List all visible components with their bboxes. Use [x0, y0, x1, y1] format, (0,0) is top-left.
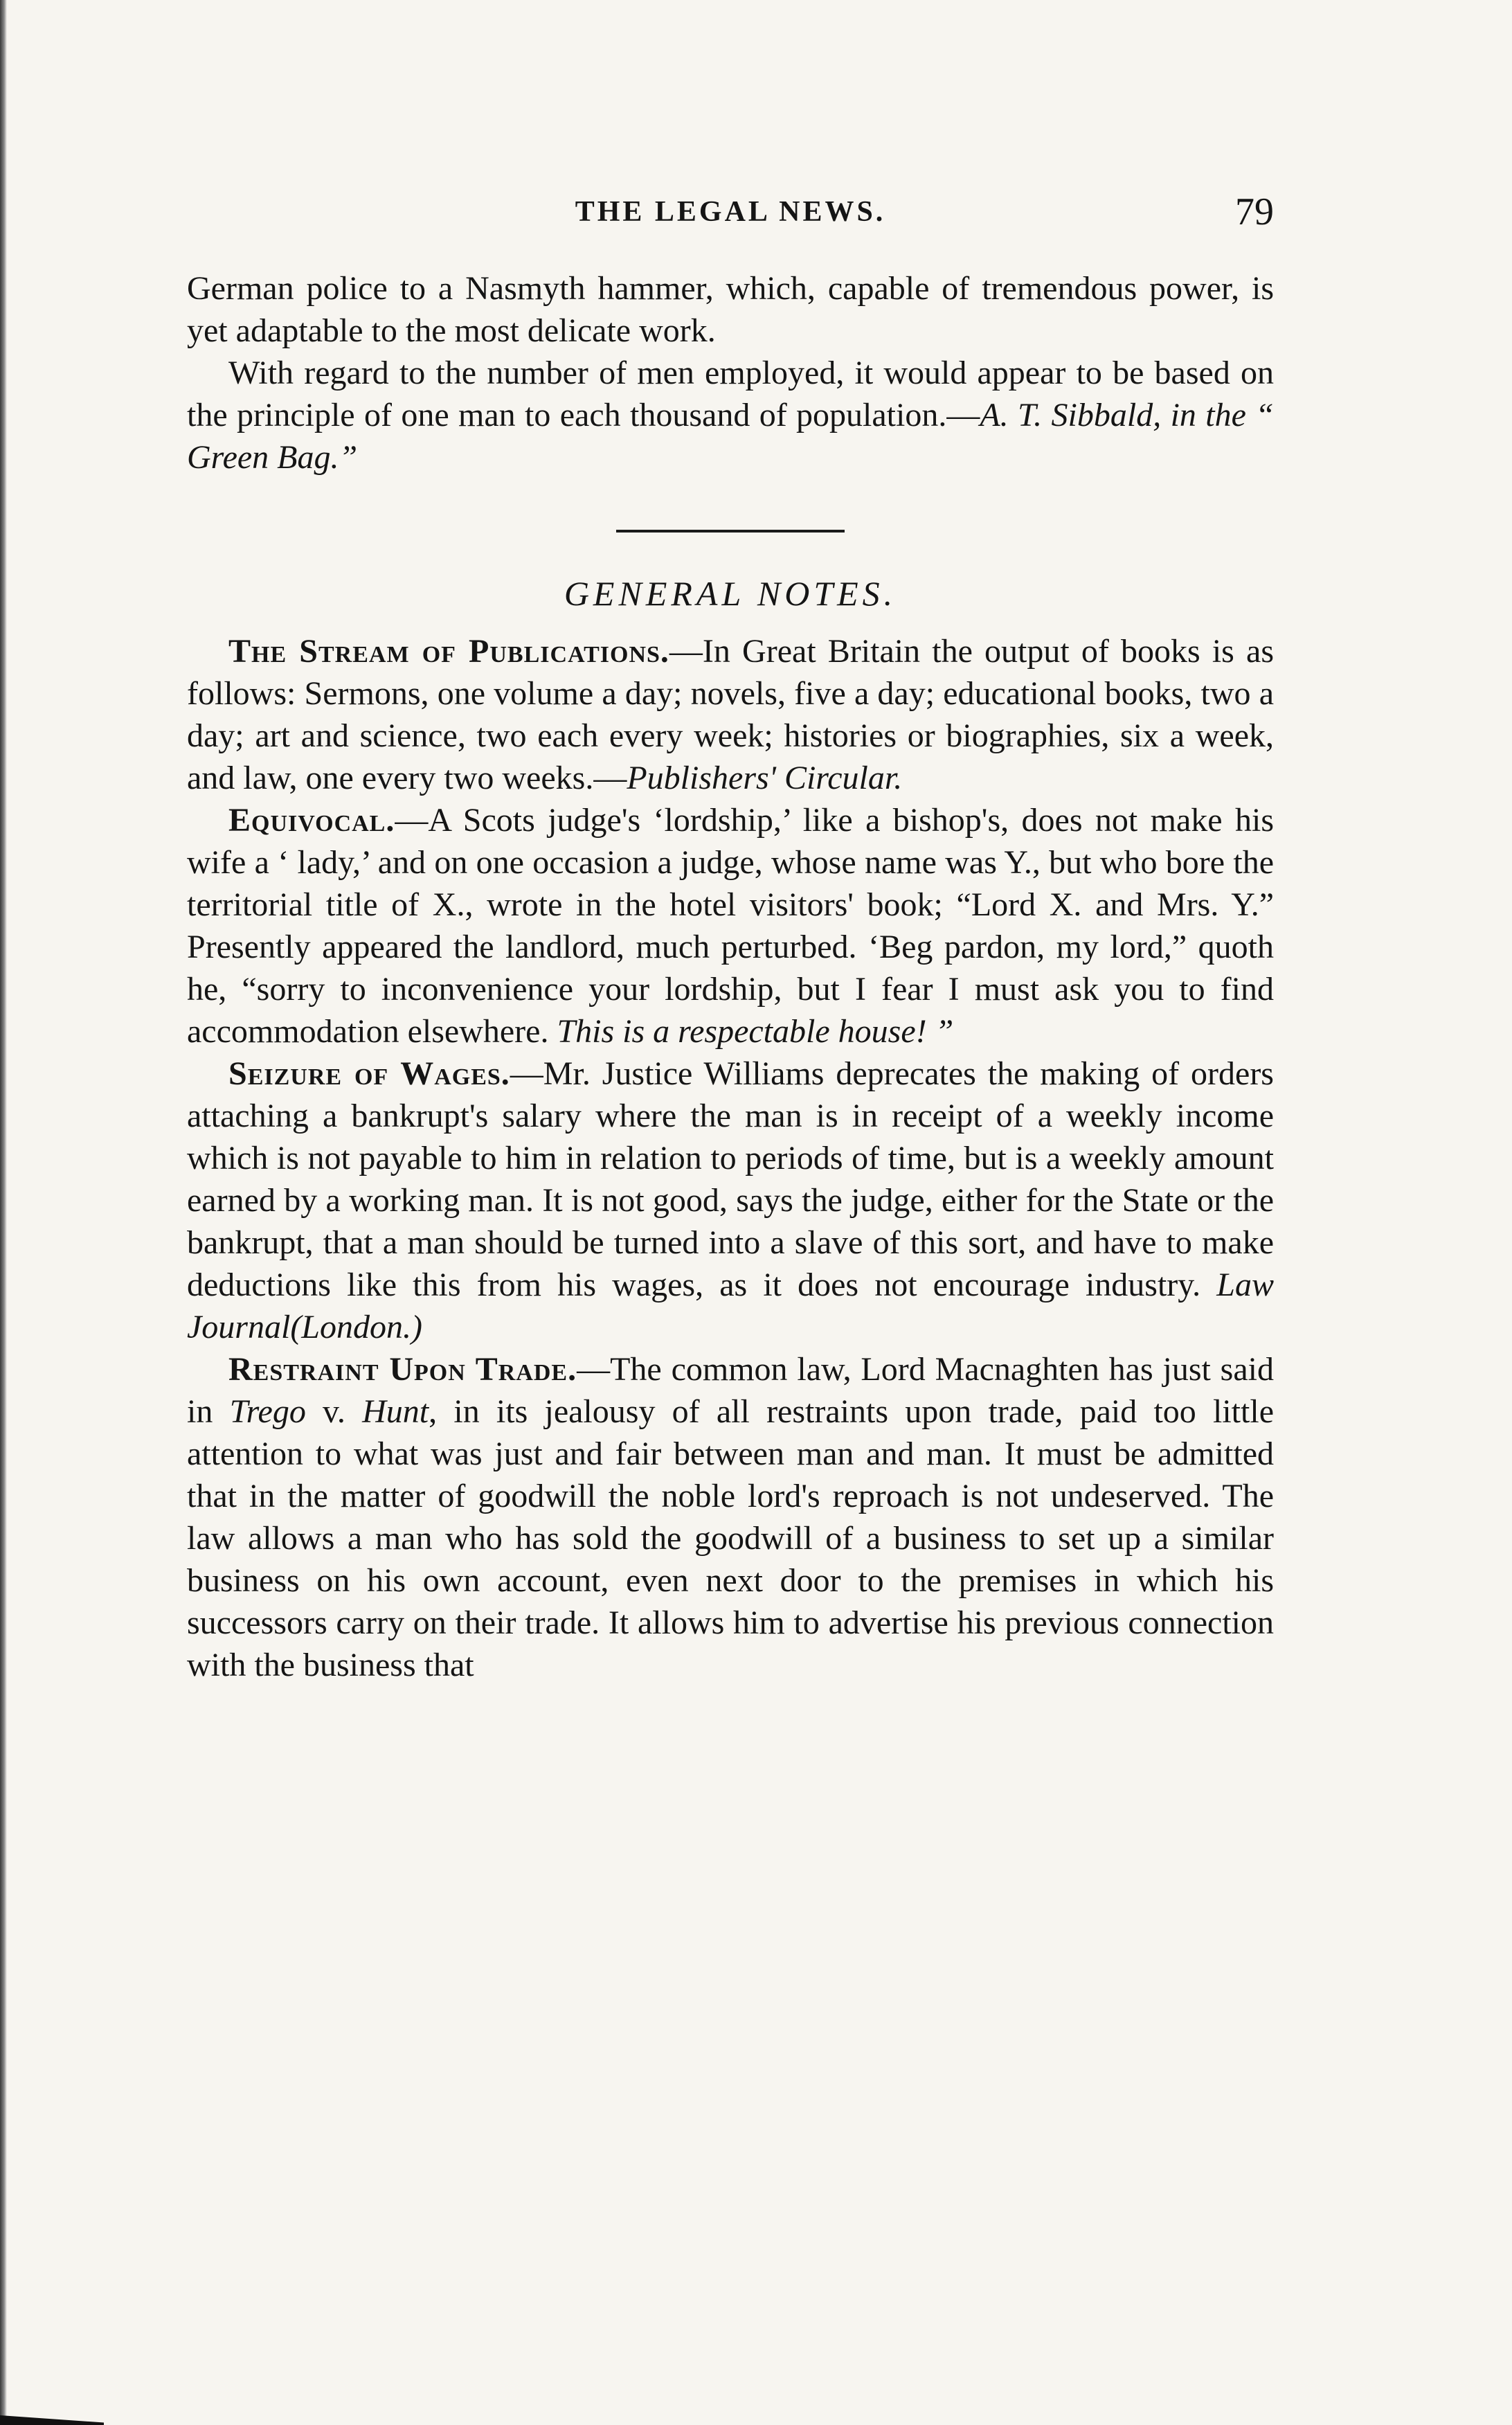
note-restraint-upon-trade	[187, 1348, 1274, 1686]
note-body-part: —The common law, Lord Macnaghten has just said in	[187, 1351, 1274, 1430]
note-title: The Stream of Publications.	[228, 633, 669, 670]
intro-source: A. T. Sibbald, in the “ Green Bag.”	[187, 397, 1274, 476]
note-stream-of-publications	[187, 630, 1274, 799]
note-body: —A Scots judge's ‘lordship,’ like a bishop's, does not make his wife a ‘ lady,’ and on one occasion a judge, whose name was Y., but who bore the territorial title of X., wrote in the hotel visitors' book; “Lord X. and Mrs. Y.” Presently appeared the landlord, much perturbed. ‘Beg pardon, my lord,” quoth he, “sorry to inconvenience your lordship, but I fear I must ask you to find accommodation elsewhere.	[187, 802, 1274, 1050]
note-source: Law Journal(London.)	[187, 1267, 1274, 1345]
case-name: Hunt	[362, 1393, 429, 1430]
note-body-part: v.	[305, 1393, 363, 1430]
section-heading: GENERAL NOTES.	[564, 574, 897, 613]
note-title: Equivocal.	[228, 802, 395, 839]
page-header	[187, 190, 1274, 244]
intro-paragraph-2	[187, 352, 1274, 478]
note-seizure-of-wages	[187, 1053, 1274, 1348]
section-divider	[616, 530, 845, 533]
page-number: 79	[1235, 190, 1274, 233]
case-name: Trego	[229, 1393, 306, 1430]
note-body: —In Great Britain the output of books is as follows: Sermons, one volume a day; novels, five a day; educational books, two a day; art and science, two each every week; histories or biographies, six a week, and law, one every two weeks.—	[187, 633, 1274, 796]
binding-edge	[0, 0, 7, 2425]
note-title: Seizure of Wages.	[228, 1055, 510, 1092]
text-column	[187, 267, 1274, 1686]
running-title: THE LEGAL NEWS.	[575, 196, 886, 228]
note-body: —Mr. Justice Williams deprecates the making of orders attaching a bankrupt's salary where the man is in receipt of a weekly income which is not payable to him in relation to periods of time, but is a weekly amount earned by a working man. It is not good, says the judge, either for the State or the bankrupt, that a man should be turned into a slave of this sort, and have to make deductions like this from his wages, as it does not encourage industry.	[187, 1055, 1274, 1303]
corner-ink-mark	[0, 2415, 104, 2425]
note-source: This is a respectable house! ”	[557, 1013, 954, 1050]
note-body-part: , in its jealousy of all restraints upon trade, paid too little attention to what was just and fair between man and man. It must be admitted that in the matter of goodwill the noble lord's reproach is not undeserved. The law allows a man who has sold the goodwill of a business to set up a similar business on his own account, even next door to the premises in which his successors carry on their trade. It allows him to advertise his previous connection with the business that	[187, 1393, 1274, 1683]
note-equivocal	[187, 799, 1274, 1053]
note-source: Publishers' Circular.	[627, 760, 903, 796]
intro-paragraph-2-text: With regard to the number of men employed, it would appear to be based on the principle of one man to each thousand of population.—	[187, 355, 1274, 433]
intro-paragraph-1: German police to a Nasmyth hammer, which, capable of tremendous power, is yet adaptable to the most delicate work.	[187, 270, 1274, 349]
note-title: Restraint Upon Trade.	[228, 1351, 577, 1388]
